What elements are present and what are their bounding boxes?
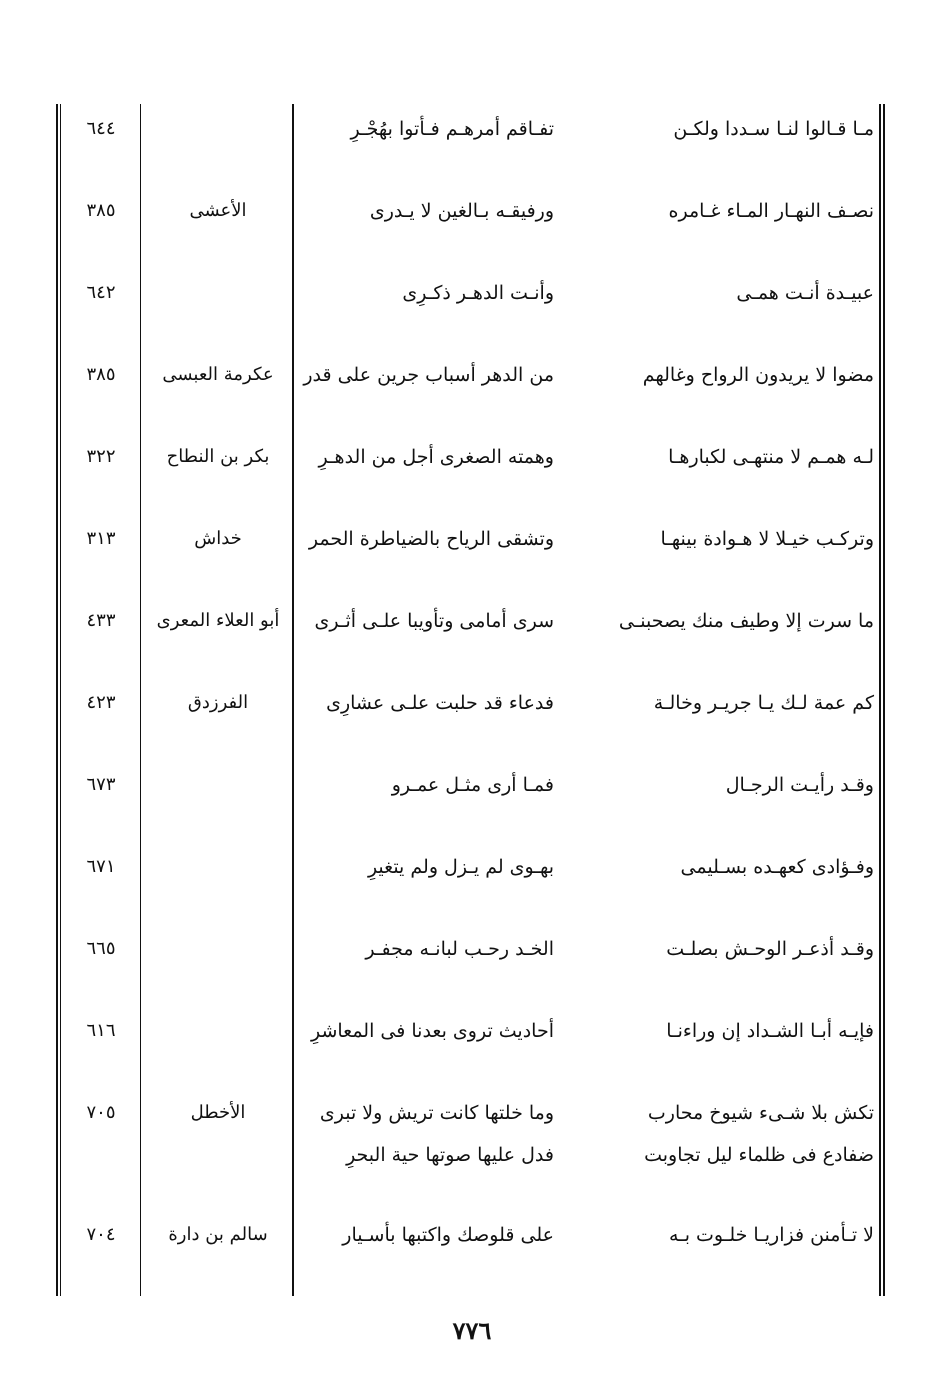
page-reference: ٤٢٣ bbox=[86, 692, 116, 713]
second-hemistich: من الدهر أسباب جرين على قدر bbox=[303, 364, 554, 386]
rule-right-inner bbox=[879, 104, 881, 1296]
second-hemistich: أحاديث تروى بعدنا فى المعاشرِ bbox=[310, 1020, 554, 1042]
rule-left-outer bbox=[56, 104, 58, 1296]
second-hemistich: سرى أمامى وتأويبا علـى أثـرى bbox=[314, 610, 554, 632]
poet-name: خداش bbox=[194, 528, 242, 549]
page-reference: ٣٨٥ bbox=[86, 364, 116, 385]
second-hemistich: فدل عليها صوتها حية البحرِ bbox=[346, 1144, 554, 1166]
page-reference: ٦٤٢ bbox=[86, 282, 116, 303]
page-reference: ٧٠٤ bbox=[86, 1224, 116, 1245]
page-reference: ٤٣٣ bbox=[86, 610, 116, 631]
first-hemistich: ضفادع فى ظلماء ليل تجاوبت bbox=[644, 1144, 874, 1166]
poet-name: عكرمة العبسى bbox=[162, 364, 274, 385]
second-hemistich: فمـا أرى مثـل عمـرو bbox=[391, 774, 554, 796]
poet-name: أبو العلاء المعرى bbox=[156, 610, 280, 631]
second-hemistich: بهـوى لم يـزل ولم يتغيرِ bbox=[367, 856, 554, 878]
page-reference: ٦٤٤ bbox=[86, 118, 116, 139]
first-hemistich: نصـف النهـار المـاء غـامره bbox=[668, 200, 874, 222]
rule-hemistich bbox=[292, 104, 294, 1296]
second-hemistich: تفـاقم أمرهـم فـأتوا بهُجْـرِ bbox=[350, 118, 554, 140]
page-number: ٧٧٦ bbox=[452, 1316, 492, 1345]
page-reference: ٦٦٥ bbox=[86, 938, 116, 959]
poet-name: الأخطل bbox=[190, 1102, 246, 1123]
second-hemistich: الخـد رحـب لبانـه مجفـر bbox=[365, 938, 554, 960]
second-hemistich: على قلوصك واكتبها بأسـيار bbox=[342, 1224, 554, 1246]
first-hemistich: ما سرت إلا وطيف منك يصحبنـى bbox=[618, 610, 874, 632]
page-reference: ٦٧١ bbox=[86, 856, 116, 877]
first-hemistich: وتركـب خيـلا لا هـوادة بينهـا bbox=[660, 528, 874, 550]
first-hemistich: لـه همـم لا منتهـى لكبارهـا bbox=[668, 446, 874, 468]
second-hemistich: وهمته الصغرى أجل من الدهـرِ bbox=[318, 446, 554, 468]
page-reference: ٣٢٢ bbox=[86, 446, 116, 467]
page-reference: ٦٧٣ bbox=[86, 774, 116, 795]
second-hemistich: فدعاء قد حلبت علـى عشارِى bbox=[326, 692, 554, 714]
page-reference: ٣٨٥ bbox=[86, 200, 116, 221]
rule-poet bbox=[140, 104, 141, 1296]
first-hemistich: وقـد أذعـر الوحـش بصلـت bbox=[666, 938, 874, 960]
poet-name: الأعشى bbox=[189, 200, 247, 221]
poet-name: الفرزدق bbox=[187, 692, 249, 713]
page-reference: ٧٠٥ bbox=[86, 1102, 116, 1123]
page-reference: ٣١٣ bbox=[86, 528, 116, 549]
first-hemistich: تكش بلا شـىء شيوخ محارب bbox=[647, 1102, 874, 1124]
first-hemistich: مـا قـالوا لنـا سـددا ولكـن bbox=[673, 118, 874, 140]
poet-name: بكر بن النطاح bbox=[166, 446, 270, 467]
first-hemistich: وفـؤادى كعهـده بسـليمى bbox=[680, 856, 874, 878]
first-hemistich: لا تـأمنن فزاريـا خلـوت بـه bbox=[668, 1224, 874, 1246]
first-hemistich: فإيـه أبـا الشـداد إن وراءنـا bbox=[666, 1020, 874, 1042]
first-hemistich: وقـد رأيـت الرجـال bbox=[725, 774, 874, 796]
second-hemistich: ورفيقـه بـالغين لا يـدرى bbox=[369, 200, 554, 222]
first-hemistich: كم عمة لـك يـا جريـر وخالـة bbox=[653, 692, 874, 714]
second-hemistich: وأنـت الدهـر ذكـرِى bbox=[402, 282, 554, 304]
rule-left-inner bbox=[60, 104, 61, 1296]
second-hemistich: وما خلتها كانت تريش ولا تبرى bbox=[319, 1102, 554, 1124]
poet-name: سالم بن دارة bbox=[168, 1224, 268, 1245]
first-hemistich: عبيـدة أنـت همـى bbox=[736, 282, 874, 304]
rule-right-outer bbox=[883, 104, 885, 1296]
second-hemistich: وتشقى الرياح بالضياطرة الحمر bbox=[308, 528, 554, 550]
first-hemistich: مضوا لا يريدون الرواح وغالهم bbox=[642, 364, 874, 386]
page-reference: ٦١٦ bbox=[86, 1020, 116, 1041]
